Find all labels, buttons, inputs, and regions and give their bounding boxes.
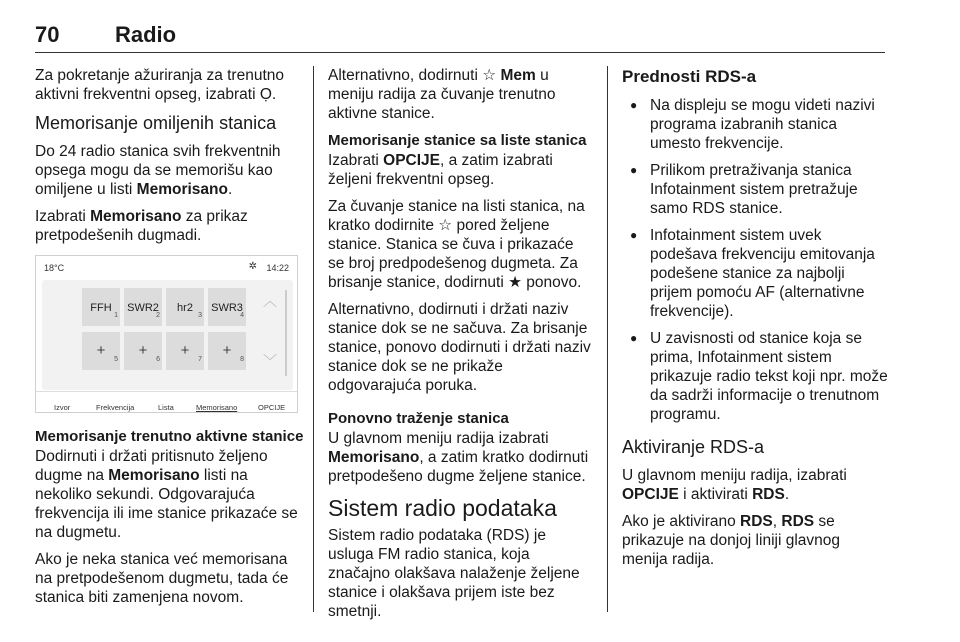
list-item: ● U zavisnosti od stanice koja se prima, Infotainment sistem prikazuje radio tekst koji npr. može da sadrži informacije o trenutnom programu.	[622, 329, 888, 424]
settings-icon: ✲	[248, 261, 257, 272]
column-divider-2	[607, 66, 608, 612]
text: , a zatim kratko dodirnuti pretpodešeno dugme željene stanice.	[328, 449, 589, 485]
tab-frekvencija[interactable]: Frekvencija	[96, 403, 135, 412]
bold-text: RDS	[781, 513, 815, 530]
preset-number: 1	[114, 312, 118, 319]
status-bar	[36, 256, 297, 274]
preset-number: 4	[240, 312, 244, 319]
paragraph: Za pokretanje ažuriranja za trenutno aktivni frekventni opseg, izabrati Ọ.	[35, 67, 285, 103]
preset-label: SWR2	[127, 302, 159, 314]
preset-number: 3	[198, 312, 202, 319]
preset-button-6[interactable]	[124, 332, 162, 370]
preset-button-2[interactable]	[124, 288, 162, 326]
tab-memorisano[interactable]: Memorisano	[196, 403, 238, 412]
column-divider-1	[313, 66, 314, 612]
bold-text: Mem	[500, 67, 536, 84]
temperature-label: 18°C	[44, 263, 65, 273]
preset-button-5[interactable]	[82, 332, 120, 370]
bold-text: RDS	[740, 513, 773, 530]
paragraph: Alternativno, dodirnuti i držati naziv stanice dok se ne sačuva. Za brisanje stanice, ponovo dodirnuti i držati naziv stanice dok se ne prikaže odgovarajuća poruka.	[328, 301, 591, 394]
paragraph	[328, 66, 594, 123]
header-rule	[35, 52, 885, 53]
preset-number: 5	[114, 356, 118, 363]
paragraph	[35, 142, 305, 199]
bold-text: Memorisano	[108, 467, 200, 484]
radio-screen-illustration	[35, 255, 298, 413]
preset-number: 8	[240, 356, 244, 363]
preset-label: SWR3	[211, 302, 243, 314]
page-header	[35, 22, 885, 48]
preset-button-3[interactable]	[166, 288, 204, 326]
paragraph	[622, 512, 888, 569]
paragraph: Za čuvanje stanice na listi stanica, na kratko dodirnite ☆ pored željene stanice. Stanica se čuva i prikazaće se broj predpodešenog dugmeta. Za brisanje stanice, dodirnuti ★ ponovo.	[328, 198, 585, 291]
column-1	[35, 66, 305, 615]
bold-text: Memorisano	[90, 208, 182, 225]
heading-memorisanje: Memorisanje omiljenih stanica	[35, 113, 277, 133]
paragraph	[328, 151, 594, 189]
list-item: ● Infotainment sistem uvek podešava frekvenciju emitovanja podešene stanice za najbolji prijem pomoću AF (alternativne frekvencije).	[622, 226, 888, 321]
preset-button-1[interactable]	[82, 288, 120, 326]
heading-prednosti: Prednosti RDS-a	[622, 67, 757, 86]
text: za prikaz pretpodešenih dugmadi.	[35, 208, 248, 244]
text: Alternativno, dodirnuti ☆	[328, 67, 501, 84]
preset-label: hr2	[177, 302, 193, 314]
bold-text: Memorisano	[328, 449, 420, 466]
paragraph	[328, 429, 594, 486]
text: Ako je aktivirano	[622, 513, 741, 530]
bold-text: RDS	[752, 486, 785, 503]
preset-button-8[interactable]	[208, 332, 246, 370]
preset-number: 6	[156, 356, 160, 363]
preset-number: 7	[198, 356, 202, 363]
text: listi na nekoliko sekundi. Odgovarajuća frekvencija ili ime stanice prikazaće se na dugmetu.	[35, 467, 298, 541]
text: U glavnom meniju radija, izabrati	[622, 467, 847, 484]
text: .	[227, 181, 233, 198]
text: ,	[772, 513, 782, 530]
add-icon: +	[138, 342, 148, 359]
tab-opcije[interactable]: OPCIJE	[258, 403, 286, 412]
radio-tab-bar	[36, 391, 297, 412]
add-icon: +	[96, 342, 106, 359]
text: Dodirnuti i držati pritisnuto željeno dugme na	[35, 448, 268, 484]
text: U glavnom meniju radija izabrati	[328, 430, 549, 447]
chevron-up-icon[interactable]: ︿	[263, 293, 277, 309]
paragraph	[35, 207, 305, 245]
preset-button-4[interactable]	[208, 288, 246, 326]
column-3	[622, 66, 888, 577]
bold-text: OPCIJE	[383, 152, 440, 169]
bullet-list	[622, 96, 888, 424]
text: Izabrati	[35, 208, 91, 225]
bold-text: Memorisano	[136, 181, 228, 198]
text: i aktivirati	[678, 486, 753, 503]
bold-text: OPCIJE	[622, 486, 679, 503]
text: .	[784, 486, 790, 503]
heading-trenutno: Memorisanje trenutno aktivne stanice	[35, 428, 304, 445]
tab-izvor[interactable]: Izvor	[54, 403, 71, 412]
preset-panel	[42, 280, 293, 390]
text: , a zatim izabrati željeni frekventni opseg.	[328, 152, 553, 188]
heading-sistem: Sistem radio podataka	[328, 495, 557, 521]
add-icon: +	[222, 342, 232, 359]
text: se prikazuje na donjoj liniji glavnog menija radija.	[622, 513, 840, 568]
paragraph	[622, 466, 888, 504]
preset-button-7[interactable]	[166, 332, 204, 370]
heading-ponovno: Ponovno traženje stanica	[328, 410, 509, 427]
heading-aktiviranje: Aktiviranje RDS-a	[622, 437, 765, 457]
preset-number: 2	[156, 312, 160, 319]
add-icon: +	[180, 342, 190, 359]
tab-lista[interactable]: Lista	[158, 403, 174, 412]
preset-label: FFH	[90, 302, 112, 314]
chevron-down-icon[interactable]: ﹀	[263, 353, 277, 369]
heading-lista: Memorisanje stanice sa liste stanica	[328, 132, 587, 149]
column-2	[328, 66, 594, 629]
paragraph	[35, 447, 305, 542]
section-title: Radio	[115, 22, 177, 47]
scrollbar[interactable]	[285, 290, 287, 376]
paragraph: Sistem radio podataka (RDS) je usluga FM radio stanica, koja značajno olakšava nalaženje željene stanice i olakšava prijem iste bez smetnji.	[328, 527, 580, 620]
time-label: 14:22	[266, 263, 289, 273]
text: Izabrati	[328, 152, 384, 169]
list-item: ● Na displeju se mogu videti nazivi programa izabranih stanica umesto frekvencije.	[622, 96, 888, 153]
list-item: ● Prilikom pretraživanja stanica Infotainment sistem pretražuje samo RDS stanice.	[622, 161, 888, 218]
text: Do 24 radio stanica svih frekventnih opsega mogu da se memorišu kao omiljene u listi	[35, 143, 281, 198]
paragraph: Ako je neka stanica već memorisana na pretpodešenom dugmetu, tada će stanica biti zamenjena novom.	[35, 551, 289, 606]
text: u meniju radija za čuvanje trenutno aktivne stanice.	[328, 67, 556, 122]
page-number: 70	[35, 22, 60, 47]
